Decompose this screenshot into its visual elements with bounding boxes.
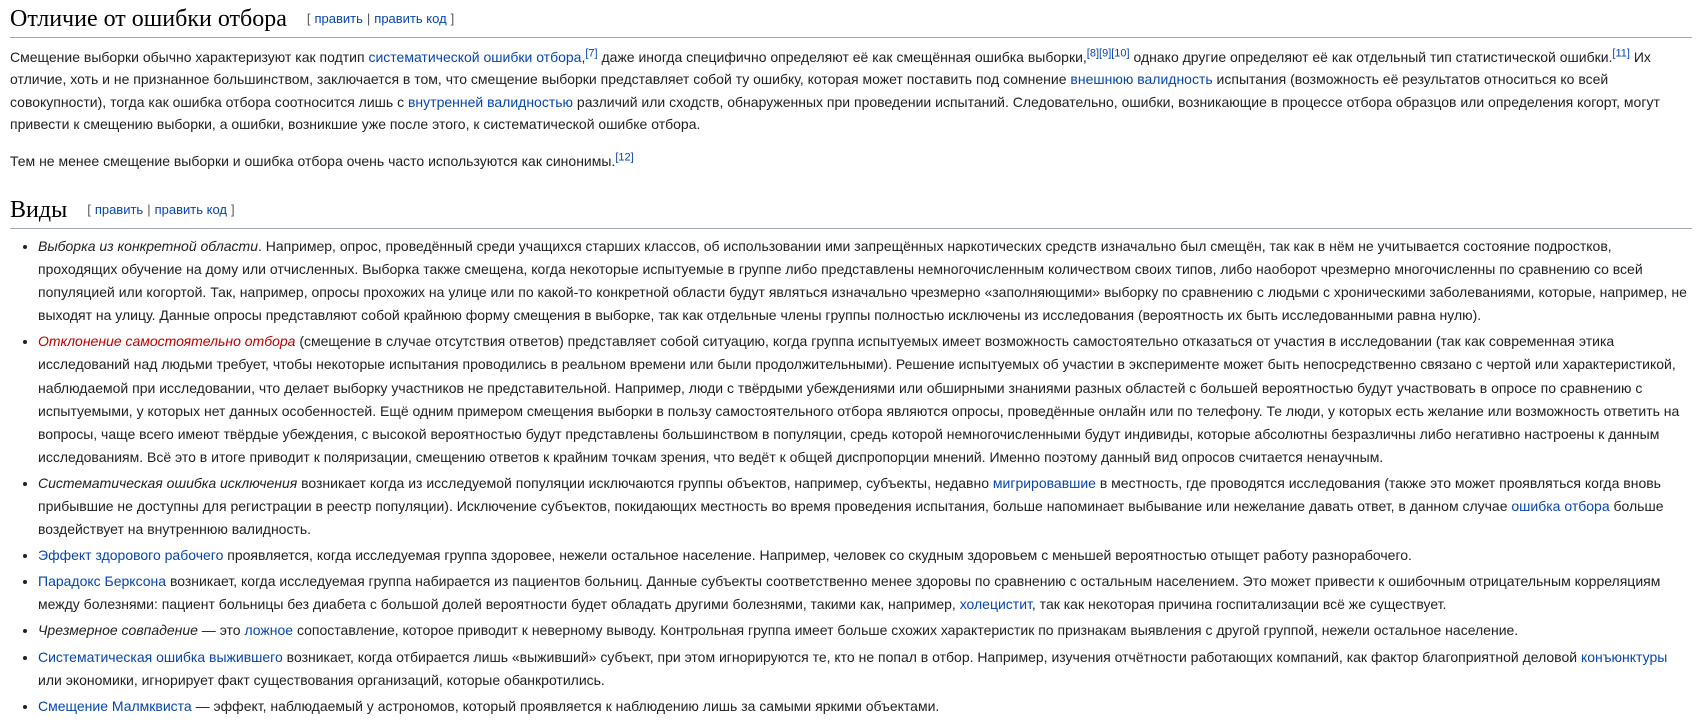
text-run: (смещение в случае отсутствия ответов) представляет собой ситуацию, когда группа испытуемых имеет возможность самостоятельно отказаться от участия в исследовании (так как современная этика исследований над людьми требует, чтобы некоторые испытания проводились в реальном времени или были продолжительными). Решение испытуемых об участии в эксперименте может быть непосредственно связано с чертой или характеристикой, наблюдаемой при исследовании, что делает выборку участников не представительной. Например, люди с твёрдыми убеждениями или обширными знаниями разных областей с большей вероятностью будут участвовать в опросе по сравнению с испытуемыми, у которых нет данных особенностей. Ещё одним примером смещения выборки в пользу самостоятельного отбора являются опросы, проведённые онлайн или по телефону. Те люди, у которых есть желание или возможность ответить на вопросы, чаще всего имеют твёрдые убеждения, с высокой вероятностью будут представлены большинством в популяции, средь которой немногочисленными будут индивиды, которые абсолютны безразличны либо негативно настроены к данным исследованиям. Всё это в итоге приводит к поляризации, смещению ответов к крайним точкам зрения, что ведёт к общей диспропорции мнений. Именно поэтому данный вид опросов считается ненаучным. [38,333,1680,465]
italic-text: Чрезмерное совпадение [38,622,198,639]
reference-link[interactable]: [10] [1111,47,1130,60]
wiki-link[interactable]: ошибка отбора [1511,497,1610,514]
section-heading-distinction [10,2,1692,38]
wiki-link[interactable]: Парадокс Берксона [38,573,167,590]
edit-section [307,11,454,26]
text-run: в местность, где проводятся исследования (также это может проявляться когда вновь прибывшие не доступны для регистрации в реестр популяции). Исключение субъектов, покидающих местность во время проведения испытания, больше напоминает выбывание или нежелание давать ответ, в данном случае [38,474,1661,514]
wiki-link[interactable]: систематической ошибки отбора [368,49,582,65]
section-title: Виды [10,196,68,223]
wiki-link[interactable]: холецистит [959,596,1032,613]
reference-link[interactable]: [9] [1099,47,1112,60]
italic-text: Систематическая ошибка исключения [38,474,298,491]
text-run: — эффект, наблюдаемый у астрономов, который проявляется к наблюдению лишь за самыми яркими объектами. [191,697,940,714]
list-item-berkson-paradox [38,570,1692,616]
section-title: Отличие от ошибки отбора [10,6,287,32]
wiki-link[interactable]: внешнюю валидность [1070,71,1213,88]
text-run: сопоставление, которое приводит к неверному выводу. Контрольная группа имеет больше схожих характеристик по признакам выявления с другой группой, нежели остальное население. [293,622,1519,639]
text-run: проявляется, когда исследуемая группа здоровее, нежели остальное население. Например, человек со скудным здоровьем с меньшей вероятностью отыщет работу разнорабочего. [223,547,1412,564]
edit-bracket-open: [ [87,201,91,217]
section-heading-types [10,193,1692,229]
text-run: , [581,49,586,65]
edit-divider: | [147,201,151,217]
edit-link[interactable]: править [94,201,144,217]
list-item-malmquist-bias [38,695,1692,718]
edit-code-link[interactable]: править код [374,11,447,26]
reference-link[interactable]: [12] [615,150,634,163]
text-run: или экономики, игнорирует факт существования организаций, которые обанкротились. [38,671,605,688]
edit-bracket-open: [ [306,11,311,26]
text-run: испытания (возможность её результатов относиться ко всей совокупности), тогда как ошибка отбора соотносится лишь с [10,71,1609,110]
edit-section [87,202,234,217]
list-item-survivorship-bias [38,646,1692,692]
wiki-link[interactable]: внутренней валидностью [407,93,574,110]
text-run: Их отличие, хоть и не признанное большинством, заключается в том, что смещение выборки представляет собой ту ошибку, которая может поставить под сомнение [10,49,1651,88]
intro-paragraph-2 [10,150,1692,172]
list-item-overmatching [38,619,1692,642]
text-run: возникает, когда исследуемая группа набирается из пациентов больниц. Данные субъекты соответственно менее здоровы по сравнению с остальным населением. Это может привести к ошибочным отрицательным корреляциям между болезнями: пациент больницы без диабета с большой долей вероятности будет обладать другими болезнями, такими как, например, [38,573,1661,613]
wiki-redlink[interactable]: Отклонение самостоятельно отбора [38,333,296,350]
wiki-link[interactable]: Систематическая ошибка выжившего [38,648,283,665]
wiki-link[interactable]: конъюнктуры [1580,648,1668,665]
types-list [10,235,1692,718]
text-run: возникает когда из исследуемой популяции исключаются группы объектов, например, субъекты, недавно [297,474,993,491]
text-run: возникает, когда отбирается лишь «выживший» субъект, при этом игнорируются те, кто не попал в отбор. Например, изучения отчётности работающих компаний, как фактор благоприятной деловой [282,648,1581,665]
reference-link[interactable]: [7] [585,47,598,60]
list-item-area-sampling [38,235,1692,327]
list-item-self-selection [38,330,1692,469]
reference-link[interactable]: [8] [1086,47,1100,60]
wiki-link[interactable]: Эффект здорового рабочего [38,547,224,564]
wiki-link[interactable]: Смещение Малмквиста [38,697,192,714]
italic-text: Выборка из конкретной области [38,237,258,254]
list-item-healthy-worker-effect [38,544,1692,567]
edit-divider: | [366,11,371,26]
wiki-link[interactable]: ложное [244,622,294,639]
text-run: даже иногда специфично определяют её как смещённая ошибка выборки, [597,49,1087,65]
wiki-link[interactable]: мигрировавшие [992,474,1096,491]
intro-paragraph-1 [10,46,1692,136]
edit-bracket-close: ] [230,201,235,217]
list-item-exclusion-bias [38,472,1692,541]
text-run: различий или сходств, обнаруженных при проведении испытаний. Следовательно, ошибки, возникающие в процессе отбора образцов или определения когорт, могут привести к смещению выборки, а ошибки, возникшие уже после этого, к систематической ошибке отбора. [10,93,1660,133]
text-run: — это [197,622,245,639]
text-run: однако другие определяют её как отдельный тип статистической ошибки. [1129,49,1613,65]
edit-bracket-close: ] [450,11,455,26]
text-run: больше воздействует на внутреннюю валидность. [38,497,1664,538]
reference-link[interactable]: [11] [1612,47,1630,60]
text-run: Тем не менее смещение выборки и ошибка отбора очень часто используются как синонимы. [10,152,616,169]
text-run: , так как некоторая причина госпитализации всё же существует. [1031,596,1447,613]
edit-code-link[interactable]: править код [154,201,227,217]
text-run: . Например, опрос, проведённый среди учащихся старших классов, об использовании ими запрещённых наркотических средств изначально был смещён, так как в нём не учитывается состояние подростков, проходящих обучение на дому или отчисленных. Выборка также смещена, когда некоторые испытуемые в группе либо представлены немногочисленным количеством своих типов, либо наоборот чрезмерно многочисленны по сравнению со всей популяцией или когортой. Так, например, опросы прохожих на улице или по какой-то конкретной области будут являться изначально чрезмерно «заполняющими» выборку по сравнению с людьми с хроническими заболеваниями, которые, например, не выходят на улицу. Данные опросы представляют собой крайнюю форму смещения в выборке, так как отдельные члены группы полностью исключены из исследования (вероятность их быть исследованными равна нулю). [38,237,1687,324]
edit-link[interactable]: править [314,11,363,26]
text-run: Смещение выборки обычно характеризуют как подтип [10,49,369,65]
